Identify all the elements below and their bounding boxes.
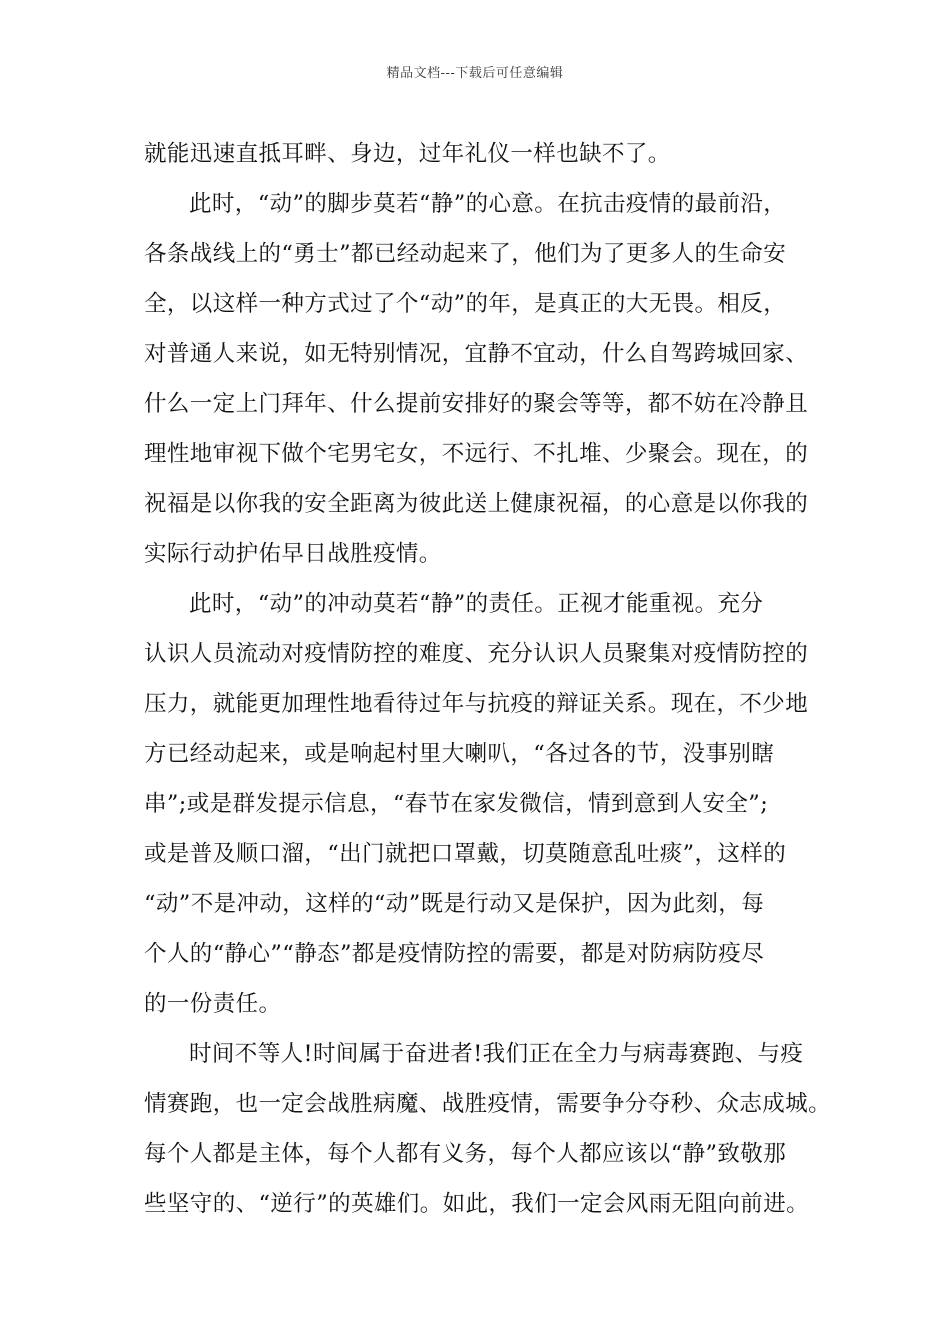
- document-body: [144, 129, 834, 1229]
- text-line: 方已经动起来，或是响起村里大喇叭，“各过各的节，没事别瞎: [144, 741, 775, 767]
- text-line: 认识人员流动对疫情防控的难度、充分认识人员聚集对疫情防控的: [144, 641, 809, 667]
- text-line: 或是普及顺口溜，“出门就把口罩戴，切莫随意乱吐痰”，这样的: [144, 841, 787, 867]
- text-line: 些坚守的、“逆行”的英雄们。如此，我们一定会风雨无阻向前进。: [144, 1191, 810, 1217]
- text-line: 各条战线上的“勇士”都已经动起来了，他们为了更多人的生命安: [144, 241, 787, 267]
- text-line: 情赛跑，也一定会战胜病魔、战胜疫情，需要争分夺秒、众志成城。: [144, 1091, 832, 1117]
- text-line: 实际行动护佑早日战胜疫情。: [144, 541, 442, 567]
- text-line: 理性地审视下做个宅男宅女，不远行、不扎堆、少聚会。现在，的: [144, 441, 809, 467]
- text-line: 对普通人来说，如无特别情况，宜静不宜动，什么自驾跨城回家、: [144, 341, 809, 367]
- text-line: “动”不是冲动，这样的“动”既是行动又是保护，因为此刻，每: [144, 891, 765, 917]
- text-line: 个人的“静心”“静态”都是疫情防控的需要，都是对防病防疫尽: [144, 941, 765, 967]
- text-line: 压力，就能更加理性地看待过年与抗疫的辩证关系。现在，不少地: [144, 691, 809, 717]
- text-line: 串”;或是群发提示信息，“春节在家发微信，情到意到人安全”;: [144, 791, 769, 817]
- text-line: 的一份责任。: [144, 991, 282, 1017]
- text-line: 祝福是以你我的安全距离为彼此送上健康祝福，的心意是以你我的: [144, 491, 809, 517]
- text-line: 此时，“动”的脚步莫若“静”的心意。在抗击疫情的最前沿，: [189, 191, 787, 217]
- paragraph-2: [144, 179, 834, 579]
- text-line: 就能迅速直抵耳畔、身边，过年礼仪一样也缺不了。: [144, 141, 671, 167]
- text-line: 时间不等人!时间属于奋进者!我们正在全力与病毒赛跑、与疫: [189, 1041, 804, 1067]
- paragraph-3: [144, 579, 834, 1029]
- text-line: 什么一定上门拜年、什么提前安排好的聚会等等，都不妨在冷静且: [144, 391, 809, 417]
- paragraph-4: [144, 1029, 834, 1229]
- page-header: 精品文档---下载后可任意编辑: [386, 66, 564, 81]
- paragraph-1: [144, 129, 834, 179]
- text-line: 此时，“动”的冲动莫若“静”的责任。正视才能重视。充分: [189, 591, 764, 617]
- text-line: 全，以这样一种方式过了个“动”的年，是真正的大无畏。相反，: [144, 291, 787, 317]
- text-line: 每个人都是主体，每个人都有义务，每个人都应该以“静”致敬那: [144, 1141, 787, 1167]
